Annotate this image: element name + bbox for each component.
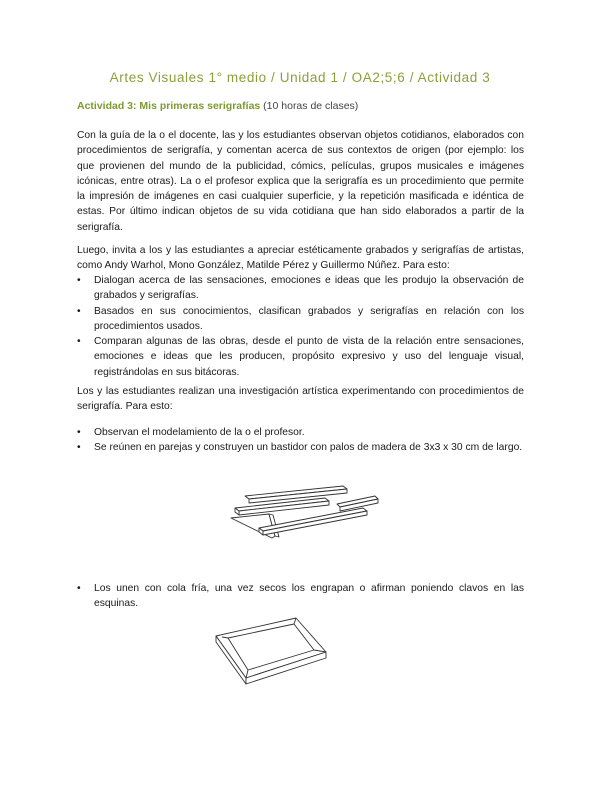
list-item: • Los unen con cola fría, una vez secos los engrapan o afirman poniendo clavos en las esquinas.	[77, 581, 524, 612]
list-item: • Comparan algunas de las obras, desde el punto de vista de la relación entre sensaciones, emociones e ideas que les producen, propósito expresivo y uso del lenguaje visual, registrándolas en sus bitácoras.	[77, 334, 524, 380]
wooden-frame-illustration	[210, 612, 335, 692]
bullet-list-steps	[77, 425, 524, 456]
bullet-list-assembly	[77, 581, 524, 612]
paragraph-investigation: Los y las estudiantes realizan una investigación artística experimentando con procedimientos de serigrafía. Para esto:	[77, 386, 524, 413]
document-header: Artes Visuales 1° medio / Unidad 1 / OA2;5;6 / Actividad 3	[109, 70, 491, 85]
list-item: • Observan el modelamiento de la o el profesor.	[77, 425, 524, 440]
paragraph-intro: Con la guía de la o el docente, las y los estudiantes observan objetos cotidianos, elaborados con procedimientos de serigrafía, y comentan acerca de sus contextos de origen (por ejemplo: los que provienen del mundo de la publicidad, cómics, películas, grupos musicales e imágenes icónicas, entre otras). La o el profesor explica que la serigrafía es un procedimiento que permite la impresión de imágenes en casi cualquier superficie, y la repetición masificada e idéntica de estas. Por último indican objetos de su vida cotidiana que han sido elaborados a partir de la serigrafía.	[77, 130, 524, 233]
activity-title-bold: Actividad 3: Mis primeras serigrafías	[77, 100, 261, 112]
activity-title-duration: (10 horas de clases)	[260, 100, 359, 112]
list-item: • Basados en sus conocimientos, clasifican grabados y serigrafías en relación con los procedimientos usados.	[77, 304, 524, 335]
paragraph-artists: Luego, invita a los y las estudiantes a apreciar estéticamente grabados y serigrafías de artistas, como Andy Warhol, Mono González, Matilde Pérez y Guillermo Núñez. Para esto:	[77, 245, 524, 272]
bullet-list-appreciation	[77, 273, 524, 380]
list-item: • Se reúnen en parejas y construyen un bastidor con palos de madera de 3x3 x 30 cm de largo.	[77, 440, 524, 455]
activity-title	[77, 100, 358, 112]
list-item: • Dialogan acerca de las sensaciones, emociones e ideas que les produjo la observación de grabados y serigrafías.	[77, 273, 524, 304]
wooden-sticks-illustration	[225, 478, 385, 548]
